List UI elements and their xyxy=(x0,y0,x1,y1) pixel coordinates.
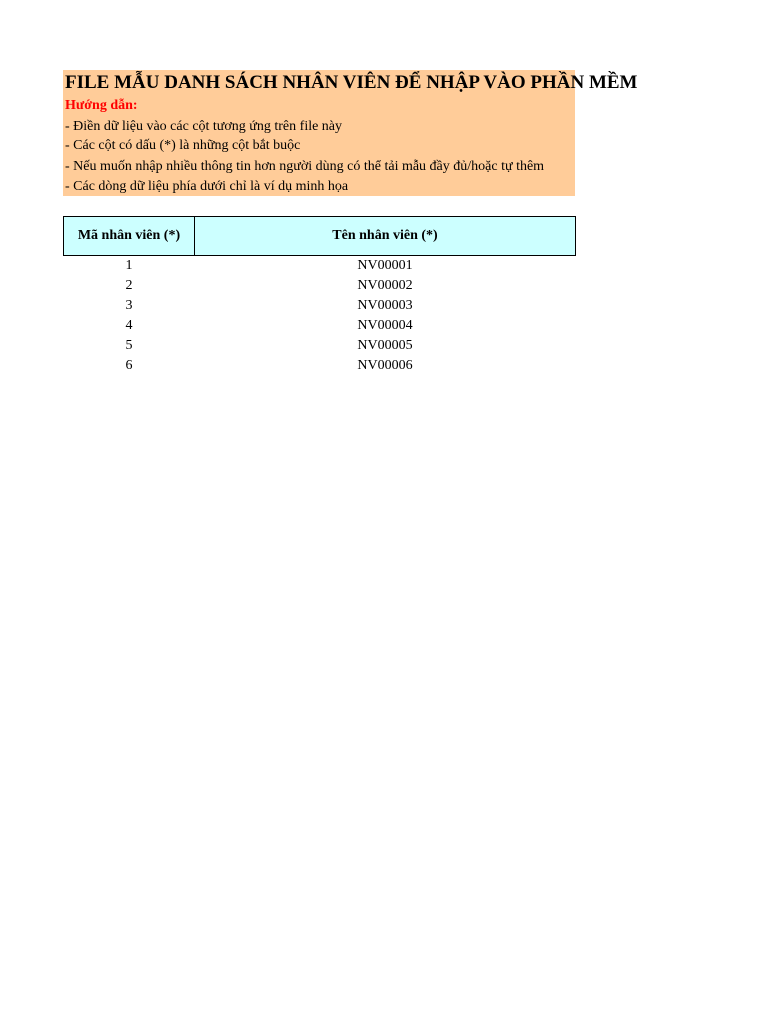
table-cell[interactable]: NV00003 xyxy=(357,298,413,313)
table-cell[interactable]: NV00006 xyxy=(357,358,413,373)
table-cell[interactable]: NV00001 xyxy=(357,258,413,273)
guide-line: - Điền dữ liệu vào các cột tương ứng trên file này xyxy=(65,119,343,134)
employee-table xyxy=(63,216,576,376)
instructions-block xyxy=(63,70,638,196)
table-cell[interactable]: 2 xyxy=(125,278,133,293)
table-cell[interactable]: NV00005 xyxy=(357,338,413,353)
spreadsheet-sheet xyxy=(63,70,638,373)
table-row xyxy=(64,276,576,296)
table-row xyxy=(64,256,576,277)
page-title: FILE MẪU DANH SÁCH NHÂN VIÊN ĐỂ NHẬP VÀO PHẦN MỀM xyxy=(65,72,638,93)
table-header-row xyxy=(64,217,576,256)
guide-heading: Hướng dẫn: xyxy=(65,98,138,113)
table-cell[interactable]: 3 xyxy=(125,298,133,313)
table-row xyxy=(64,296,576,316)
table-cell[interactable]: 4 xyxy=(125,318,133,333)
guide-line: - Các cột có dấu (*) là những cột bắt buộc xyxy=(65,138,301,153)
table-cell[interactable]: 1 xyxy=(125,258,133,273)
column-header-employee-code[interactable]: Mã nhân viên (*) xyxy=(64,217,195,256)
table-cell[interactable]: NV00004 xyxy=(357,318,413,333)
guide-line: - Các dòng dữ liệu phía dưới chỉ là ví dụ minh họa xyxy=(65,179,349,194)
table-cell[interactable]: 6 xyxy=(125,358,133,373)
table-row xyxy=(64,336,576,356)
table-cell[interactable]: 5 xyxy=(125,338,133,353)
table-row xyxy=(64,356,576,376)
guide-line: - Nếu muốn nhập nhiều thông tin hơn người dùng có thể tải mẫu đầy đủ/hoặc tự thêm xyxy=(65,159,545,174)
table-row xyxy=(64,316,576,336)
table-cell[interactable]: NV00002 xyxy=(357,278,413,293)
column-header-employee-name[interactable]: Tên nhân viên (*) xyxy=(195,217,576,256)
